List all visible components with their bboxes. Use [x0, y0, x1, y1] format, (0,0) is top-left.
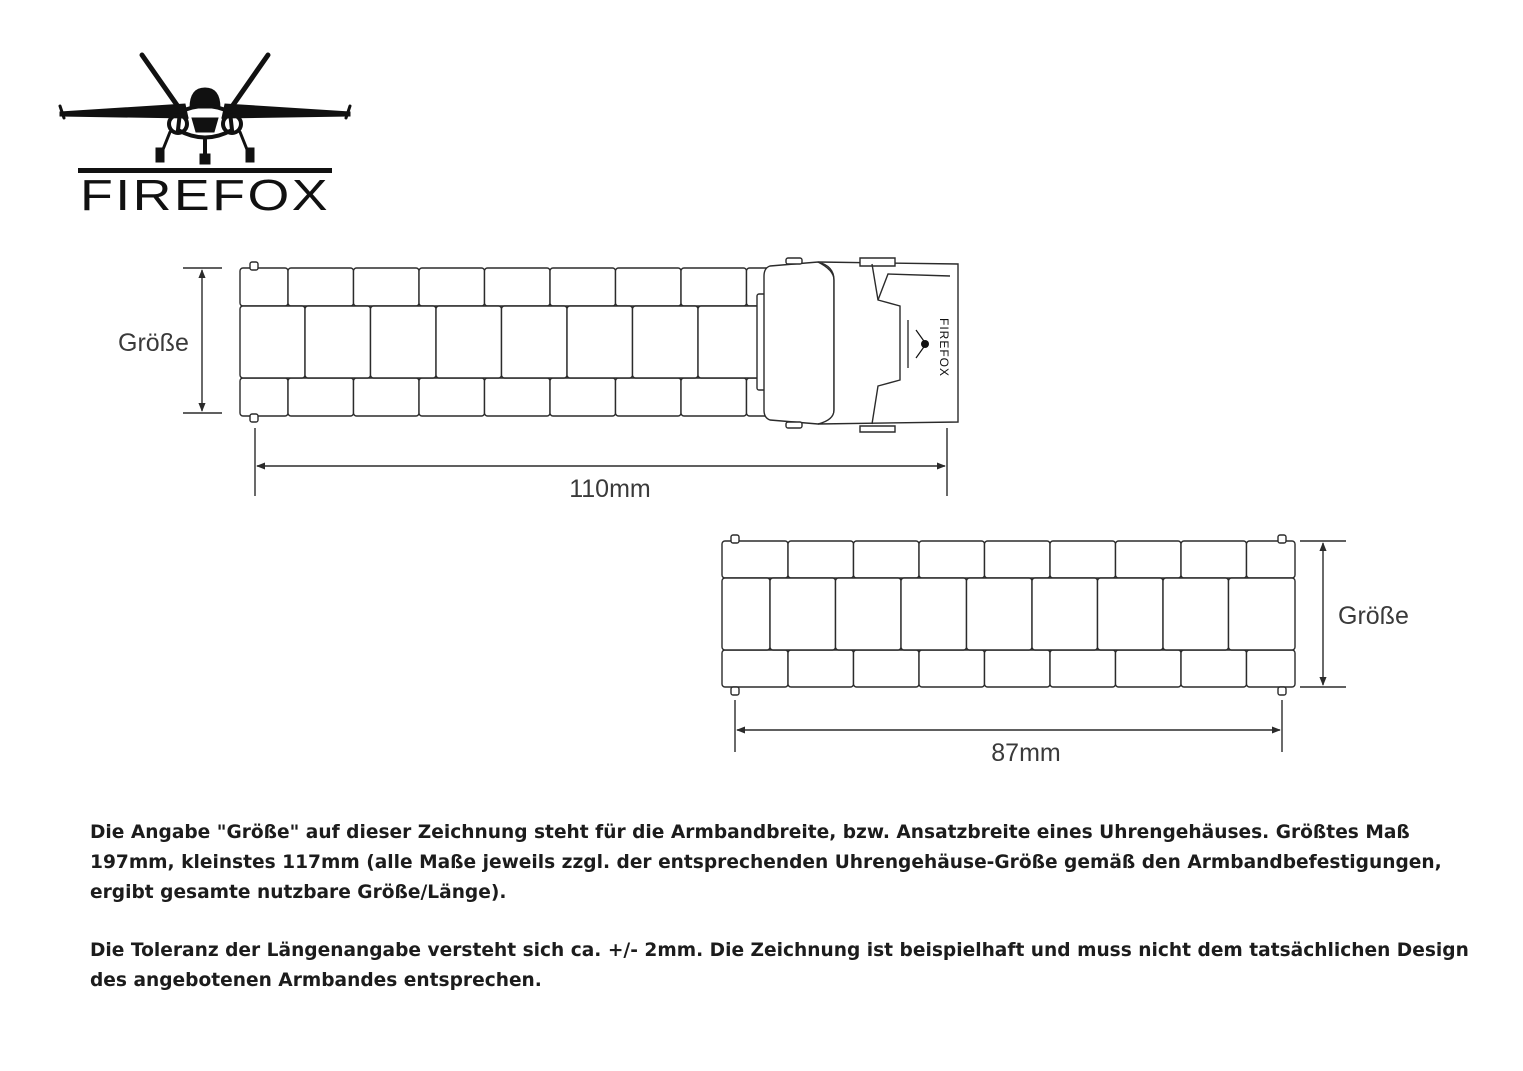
center-link — [836, 578, 902, 650]
center-link — [633, 306, 699, 378]
center-link — [502, 306, 568, 378]
outer-link — [419, 378, 485, 416]
center-link — [436, 306, 502, 378]
spring-bar-pin — [1278, 535, 1286, 543]
outer-link — [288, 268, 354, 306]
outer-link — [722, 650, 788, 687]
long-strap-links — [240, 268, 770, 416]
outer-link — [485, 268, 551, 306]
outer-link — [854, 541, 920, 578]
outer-link — [985, 541, 1051, 578]
outer-link — [354, 268, 420, 306]
outer-link — [1181, 650, 1247, 687]
outer-link — [550, 378, 616, 416]
center-link — [305, 306, 371, 378]
center-link — [1229, 578, 1296, 650]
outer-link — [354, 378, 420, 416]
outer-link — [788, 541, 854, 578]
outer-link — [616, 378, 682, 416]
outer-link — [722, 541, 788, 578]
center-link — [1098, 578, 1164, 650]
center-link — [722, 578, 770, 650]
short-strap — [722, 535, 1295, 695]
outer-link — [788, 650, 854, 687]
center-link — [1032, 578, 1098, 650]
outer-link — [1247, 650, 1296, 687]
outer-link — [1247, 541, 1296, 578]
outer-link — [485, 378, 551, 416]
center-link — [901, 578, 967, 650]
outer-link — [985, 650, 1051, 687]
outer-link — [681, 378, 747, 416]
outer-link — [854, 650, 920, 687]
spring-bar-pin — [250, 414, 258, 422]
spring-bar-pin — [731, 535, 739, 543]
outer-link — [419, 268, 485, 306]
center-link — [1163, 578, 1229, 650]
outer-link — [1116, 541, 1182, 578]
outer-link — [1116, 650, 1182, 687]
center-link — [967, 578, 1033, 650]
short-strap-links — [722, 541, 1295, 687]
short-strap-length-label: 87mm — [991, 739, 1061, 767]
deployant-buckle — [757, 258, 958, 432]
outer-link — [1050, 650, 1116, 687]
center-link — [698, 306, 764, 378]
outer-link — [919, 541, 985, 578]
firefox-logo — [60, 55, 350, 220]
spring-bar-pin — [1278, 687, 1286, 695]
outer-link — [919, 650, 985, 687]
long-strap-width-label: Größe — [118, 329, 189, 357]
outer-link — [288, 378, 354, 416]
outer-link — [681, 268, 747, 306]
outer-link — [1181, 541, 1247, 578]
logo-wordmark: FIREFOX — [80, 171, 330, 220]
center-link — [567, 306, 633, 378]
buckle-logo-wordmark: FIREFOX — [937, 318, 951, 378]
long-strap — [240, 258, 958, 432]
center-link — [371, 306, 437, 378]
outer-link — [550, 268, 616, 306]
short-strap-width-label: Größe — [1338, 602, 1409, 630]
long-strap-length-label: 110mm — [569, 475, 651, 503]
description-paragraph-size: Die Angabe "Größe" auf dieser Zeichnung steht für die Armbandbreite, bzw. Ansatzbreite eines Uhrengehäuses. Größtes Maß 197mm, kleinstes 117mm (alle Maße jeweils zzgl. der entsprechenden Uhrengehäuse-Größe gemäß den Armbandbefestigungen, ergibt gesamte nutzbare Größe/Länge). — [90, 822, 1442, 903]
description-paragraph-tolerance: Die Toleranz der Längenangabe versteht sich ca. +/- 2mm. Die Zeichnung ist beispielhaft und muss nicht dem tatsächlichen Design des angebotenen Armbandes entsprechen. — [90, 940, 1469, 991]
center-link — [240, 306, 305, 378]
spring-bar-pin — [731, 687, 739, 695]
outer-link — [1050, 541, 1116, 578]
spring-bar-pin — [250, 262, 258, 270]
jet-icon — [60, 55, 350, 164]
center-link — [770, 578, 836, 650]
outer-link — [240, 378, 288, 416]
outer-link — [240, 268, 288, 306]
outer-link — [616, 268, 682, 306]
